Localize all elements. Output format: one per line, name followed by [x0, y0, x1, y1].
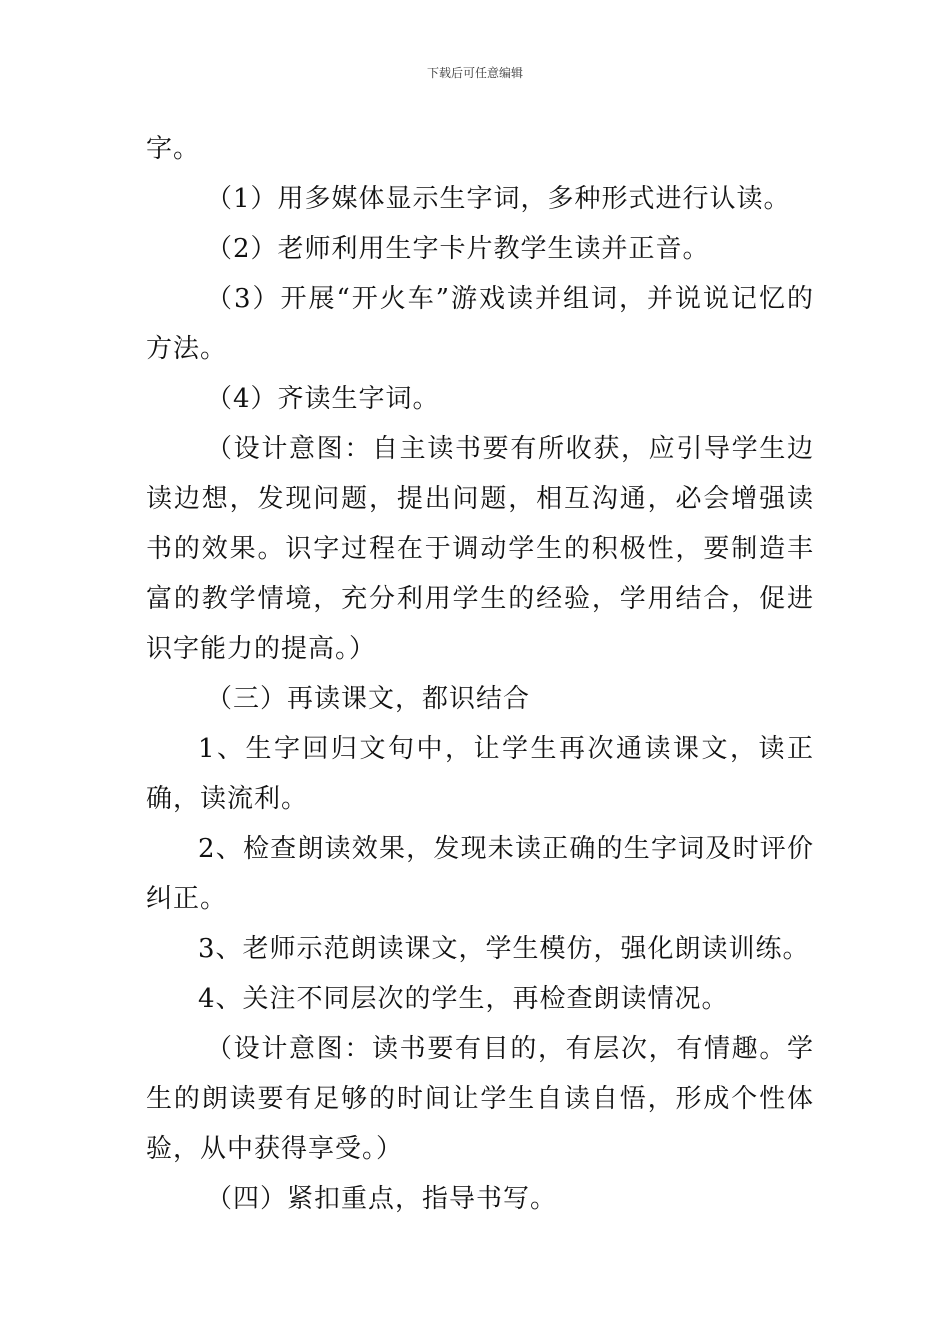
section-heading-4: （四）紧扣重点，指导书写。 — [206, 1184, 558, 1214]
paragraph-item-4: 4、关注不同层次的学生，再检查朗读情况。 — [198, 984, 729, 1014]
paragraph-design-intent-2: （设计意图：读书要有目的，有层次，有情趣。学生的朗读要有足够的时间让学生自读自悟，形成个性体验，从中获得享受。） — [146, 1034, 814, 1164]
paragraph-step-2: （2）老师利用生字卡片教学生读并正音。 — [206, 234, 710, 264]
section-heading-3: （三）再读课文，都识结合 — [206, 684, 531, 714]
document-body — [146, 124, 814, 1224]
paragraph-continuation: 字。 — [146, 134, 201, 164]
paragraph-design-intent-1: （设计意图：自主读书要有所收获，应引导学生边读边想，发现问题，提出问题，相互沟通，必会增强读书的效果。识字过程在于调动学生的积极性，要制造丰富的教学情境，充分利用学生的经验，学用结合，促进识字能力的提高。） — [146, 434, 814, 664]
paragraph-item-1: 1、生字回归文句中，让学生再次通读课文，读正确，读流利。 — [146, 734, 814, 814]
paragraph-step-3: （3）开展“开火车”游戏读并组词，并说说记忆的方法。 — [146, 284, 814, 364]
paragraph-step-1: （1）用多媒体显示生字词，多种形式进行认读。 — [206, 184, 791, 214]
paragraph-item-2: 2、检查朗读效果，发现未读正确的生字词及时评价纠正。 — [146, 834, 814, 914]
page-header: 下载后可任意编辑 — [426, 66, 523, 80]
paragraph-item-3: 3、老师示范朗读课文，学生模仿，强化朗读训练。 — [198, 934, 810, 964]
paragraph-step-4: （4）齐读生字词。 — [206, 384, 440, 414]
